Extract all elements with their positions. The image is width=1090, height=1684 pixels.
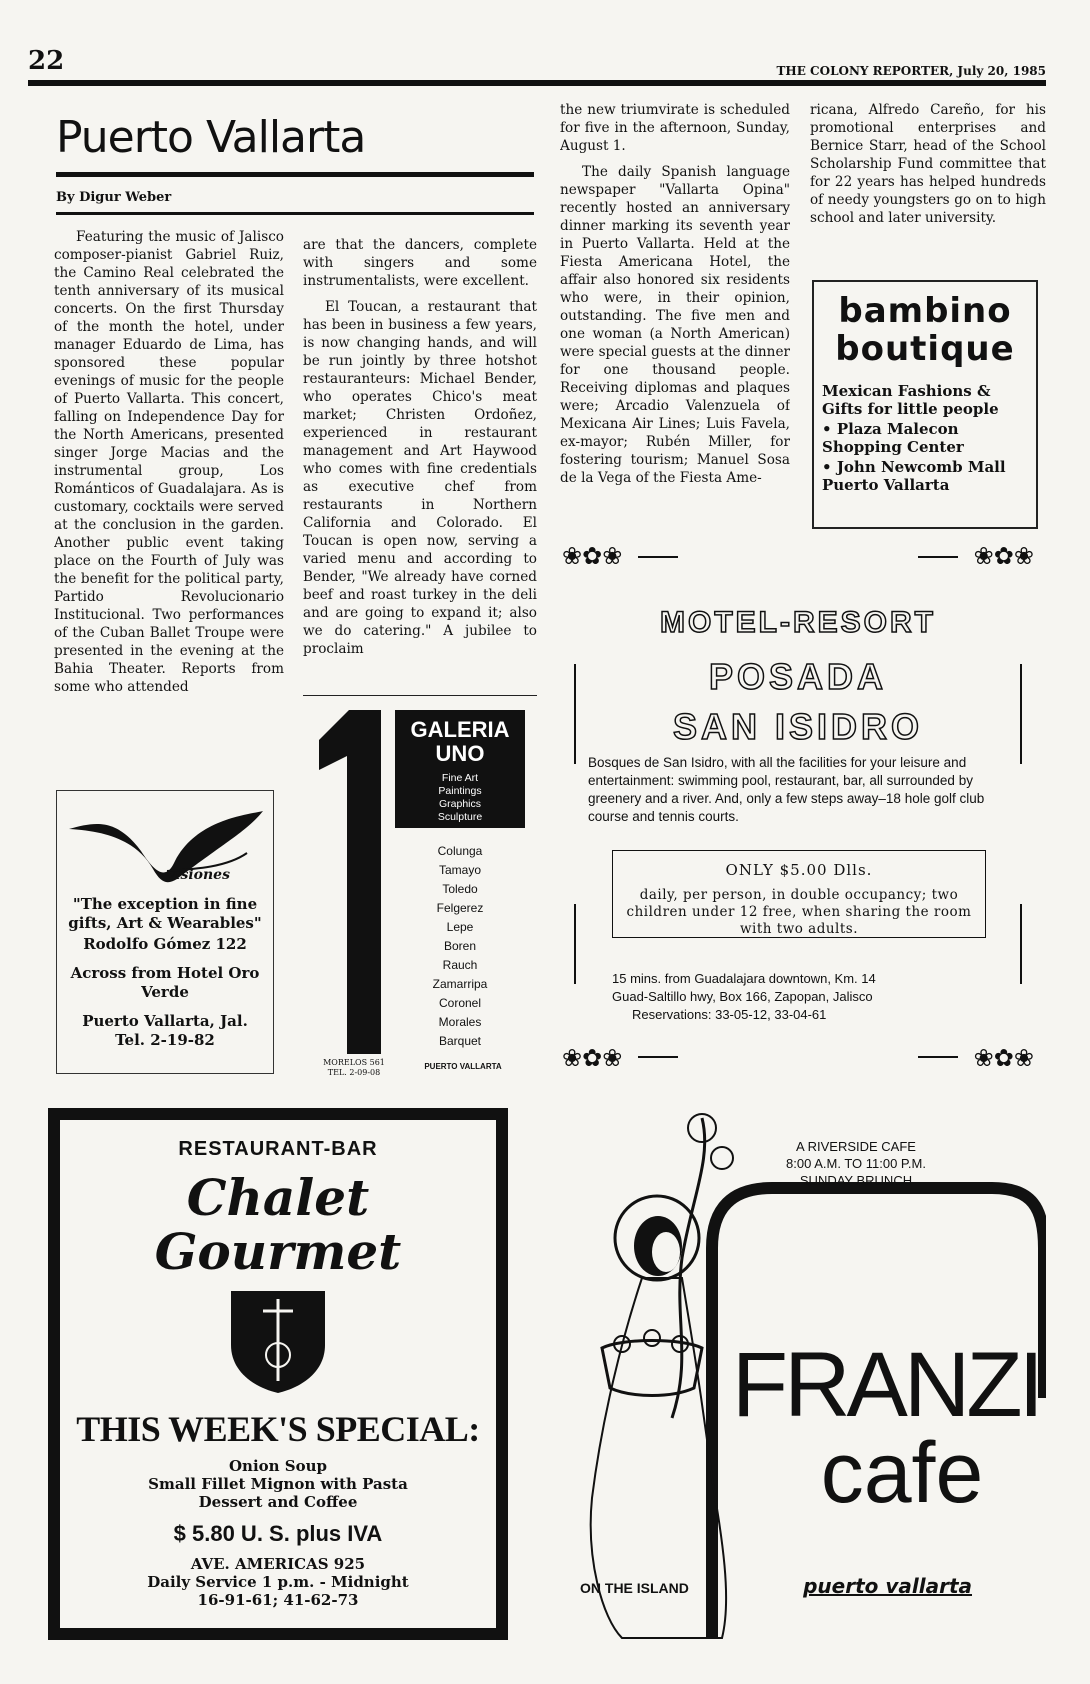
ad-motel-resort xyxy=(562,544,1034,1070)
galeria-category: Paintings xyxy=(438,785,482,797)
publication-line: THE COLONY REPORTER, July 20, 1985 xyxy=(776,64,1046,78)
galeria-city: PUERTO VALLARTA xyxy=(424,1062,502,1071)
article-paragraph: are that the dancers, complete with singers and some instrumentalists, were excellent. xyxy=(303,237,537,289)
header-rule xyxy=(28,80,1046,86)
bambino-logo: bambino boutique xyxy=(835,291,1015,369)
motel-price-box xyxy=(612,850,986,938)
chalet-name: Chalet Gourmet xyxy=(154,1168,402,1281)
galeria-categories xyxy=(395,772,525,824)
chalet-price: $ 5.80 U. S. plus IVA xyxy=(173,1521,383,1546)
article-column-2 xyxy=(303,236,537,684)
ad-franzi-cafe xyxy=(562,1098,1046,1646)
chalet-special-heading: THIS WEEK'S SPECIAL: xyxy=(76,1409,480,1449)
chalet-menu-item: Onion Soup xyxy=(228,1457,328,1475)
galeria-category: Graphics xyxy=(438,798,481,810)
galeria-artist-list xyxy=(395,842,525,1051)
frame-rule xyxy=(918,556,958,558)
visiones-quote: "The exception in fine gifts, Art & Wearables" xyxy=(68,895,262,932)
franzi-tag-1: A RIVERSIDE CAFE xyxy=(796,1139,916,1154)
visiones-location: Across from Hotel Oro Verde xyxy=(70,964,260,1001)
chalet-phones: 16-91-61; 41-62-73 xyxy=(197,1591,359,1609)
motel-description: Bosques de San Isidro, with all the facilities for your leisure and entertainment: swimming pool, restaurant, bar, all surrounded by greenery and a river. And, only a few steps away–18 hole golf club course and tennis courts. xyxy=(588,755,985,824)
franzi-island: ON THE ISLAND xyxy=(580,1580,689,1596)
galeria-category: Sculpture xyxy=(437,811,483,823)
galeria-title-1: GALERIA xyxy=(410,717,510,742)
franzi-city: puerto vallarta xyxy=(803,1574,972,1598)
visiones-owner: Rodolfo Gómez 122 xyxy=(83,935,247,953)
flower-ornament-icon: ❀✿❀ xyxy=(562,542,623,570)
chalet-kicker: RESTAURANT-BAR xyxy=(178,1138,378,1160)
galeria-artist: Morales xyxy=(438,1015,482,1029)
byline-rule xyxy=(56,212,534,215)
bambino-location-2: • John Newcomb Mall Puerto Vallarta xyxy=(822,458,1006,494)
shield-icon xyxy=(223,1285,333,1395)
motel-price-detail: daily, per person, in double occupancy; two children under 12 free, when sharing the room with two adults. xyxy=(626,887,972,937)
frame-rule xyxy=(918,1056,958,1058)
galeria-artist: Toledo xyxy=(442,882,478,896)
franzi-tag-3: SUNDAY BRUNCH xyxy=(799,1173,913,1188)
franzi-tagline xyxy=(746,1138,966,1189)
franzi-name: FRANZI xyxy=(731,1334,1041,1436)
flower-ornament-icon: ❀✿❀ xyxy=(562,1044,623,1072)
frame-rule xyxy=(574,904,576,984)
byline: By Digur Weber xyxy=(56,190,172,205)
page-number: 22 xyxy=(28,46,65,76)
galeria-artist: Barquet xyxy=(438,1034,482,1048)
article-headline: Puerto Vallarta xyxy=(56,112,366,163)
galeria-artist: Boren xyxy=(443,939,477,953)
galeria-title-block xyxy=(395,710,525,828)
galeria-artist: Coronel xyxy=(438,996,482,1010)
chalet-hours: Daily Service 1 p.m. - Midnight xyxy=(147,1573,409,1591)
motel-title-2: POSADA xyxy=(708,656,888,697)
flower-ornament-icon: ❀✿❀ xyxy=(973,1044,1034,1072)
bambino-tagline: Mexican Fashions & Gifts for little people xyxy=(822,382,999,418)
ad-chalet-gourmet xyxy=(48,1108,508,1640)
bambino-location-2-text: John Newcomb Mall Puerto Vallarta xyxy=(822,458,1006,494)
galeria-artist: Tamayo xyxy=(438,863,482,877)
article-paragraph: ricana, Alfredo Careño, for his promotional enterprises and Bernice Starr, head of the School Scholarship Fund committee that for 22 years has helped hundreds of needy youngsters go on to high school and later university. xyxy=(810,102,1046,226)
visiones-city: Puerto Vallarta, Jal. xyxy=(82,1012,248,1030)
article-paragraph: the new triumvirate is scheduled for five in the afternoon, Sunday, August 1. xyxy=(560,102,790,154)
bambino-location-1: • Plaza Malecon Shopping Center xyxy=(822,420,964,456)
motel-location xyxy=(612,970,992,1024)
chalet-menu xyxy=(60,1457,496,1511)
headline-rule xyxy=(56,172,534,177)
galeria-address xyxy=(309,1058,399,1078)
ad-bambino-boutique xyxy=(812,280,1038,529)
franzi-cafe-word: cafe xyxy=(820,1425,984,1521)
frame-rule xyxy=(638,1056,678,1058)
chalet-address-line: AVE. AMERICAS 925 xyxy=(190,1555,366,1573)
visiones-tel: Tel. 2-19-82 xyxy=(115,1031,215,1049)
frame-rule xyxy=(638,556,678,558)
visiones-logo-text: visiones xyxy=(167,867,230,883)
ad-galeria-uno xyxy=(303,695,537,1084)
motel-title-3: SAN ISIDRO xyxy=(672,706,924,747)
ad-visiones xyxy=(56,790,274,1074)
motel-reservations: Reservations: 33-05-12, 33-04-61 xyxy=(632,1007,827,1022)
motel-location-2: Guad-Saltillo hwy, Box 166, Zapopan, Jalisco xyxy=(612,989,873,1004)
article-paragraph: Featuring the music of Jalisco composer-pianist Gabriel Ruiz, the Camino Real celebrated the tenth anniversary of its musical concerts. On the first Thursday of the month the hotel, under manager Eduardo de Lima, has sponsored these popular evenings of music for the people of Puerto Vallarta. This concert, falling on Independence Day for the North Americans, presented singer Jorge Macias and the instrumental group, Los Románticos of Guadalajara. As is customary, cocktails were served at the conclusion in the garden. Another public event taking place on the Fourth of July was the benefit for the political party, Partido Revolucionario Institucional. Two performances of the Cuban Ballet Troupe were presented in the evening at the Bahia Theater. Reports from some who attended xyxy=(54,229,284,695)
galeria-address-1: MORELOS 561 xyxy=(323,1058,385,1067)
galeria-artist: Rauch xyxy=(442,958,478,972)
galeria-category: Fine Art xyxy=(441,772,479,784)
galeria-artist: Felgerez xyxy=(436,901,484,915)
chalet-address xyxy=(60,1555,496,1609)
galeria-title-2: UNO xyxy=(435,741,485,766)
article-paragraph: The daily Spanish language newspaper "Vallarta Opina" recently hosted an anniversary dinner marking its seventh year in Puerto Vallarta. Held at the Fiesta Americana Hotel, the affair also honored six residents who were, in their opinion, outstanding. The five men and one woman (a North American) were special guests at the dinner for one thousand people. Receiving diplomas and plaques were; Arcadio Valenzuela of Mexicana Air Lines; Luis Favela, ex-mayor; Rubén Miller, for fostering tourism; Manuel Sosa de la Vega of the Fiesta Ame- xyxy=(560,164,790,486)
frame-rule xyxy=(1020,904,1022,984)
galeria-artist: Colunga xyxy=(437,844,483,858)
flower-ornament-icon: ❀✿❀ xyxy=(973,542,1034,570)
article-column-1 xyxy=(54,228,284,763)
article-column-4 xyxy=(810,101,1046,261)
article-column-3 xyxy=(560,101,790,531)
visiones-logo-swoosh xyxy=(57,791,273,887)
chalet-menu-item: Dessert and Coffee xyxy=(198,1493,358,1511)
galeria-artist: Lepe xyxy=(446,920,474,934)
article-paragraph: El Toucan, a restaurant that has been in business a few years, is now changing hands, and will be run jointly by three hotshot restauranteurs: Michael Bender, who operates Chico's meat market; Christen Ordoñez, experienced in restaurant management and Art Haywood who comes with fine credentials as executive chef from restaurants in Northern California and Colorado. El Toucan is open now, serving a varied menu and according to Bender, "We already have corned beef and roast turkey in the deli and are going to expand it; also we do catering." A jubilee to proclaim xyxy=(303,299,537,657)
galeria-artist: Zamarripa xyxy=(432,977,488,991)
galeria-address-2: TEL. 2-09-08 xyxy=(327,1068,381,1077)
motel-location-1: 15 mins. from Guadalajara downtown, Km. 14 xyxy=(612,971,876,986)
motel-title-1: MOTEL-RESORT xyxy=(660,606,936,639)
motel-price: ONLY $5.00 Dlls. xyxy=(725,861,873,879)
franzi-tag-2: 8:00 A.M. TO 11:00 P.M. xyxy=(786,1156,926,1171)
bambino-location-1-text: Plaza Malecon Shopping Center xyxy=(822,420,964,456)
chalet-menu-item: Small Fillet Mignon with Pasta xyxy=(148,1475,408,1493)
galeria-numeral-one xyxy=(319,710,397,1054)
